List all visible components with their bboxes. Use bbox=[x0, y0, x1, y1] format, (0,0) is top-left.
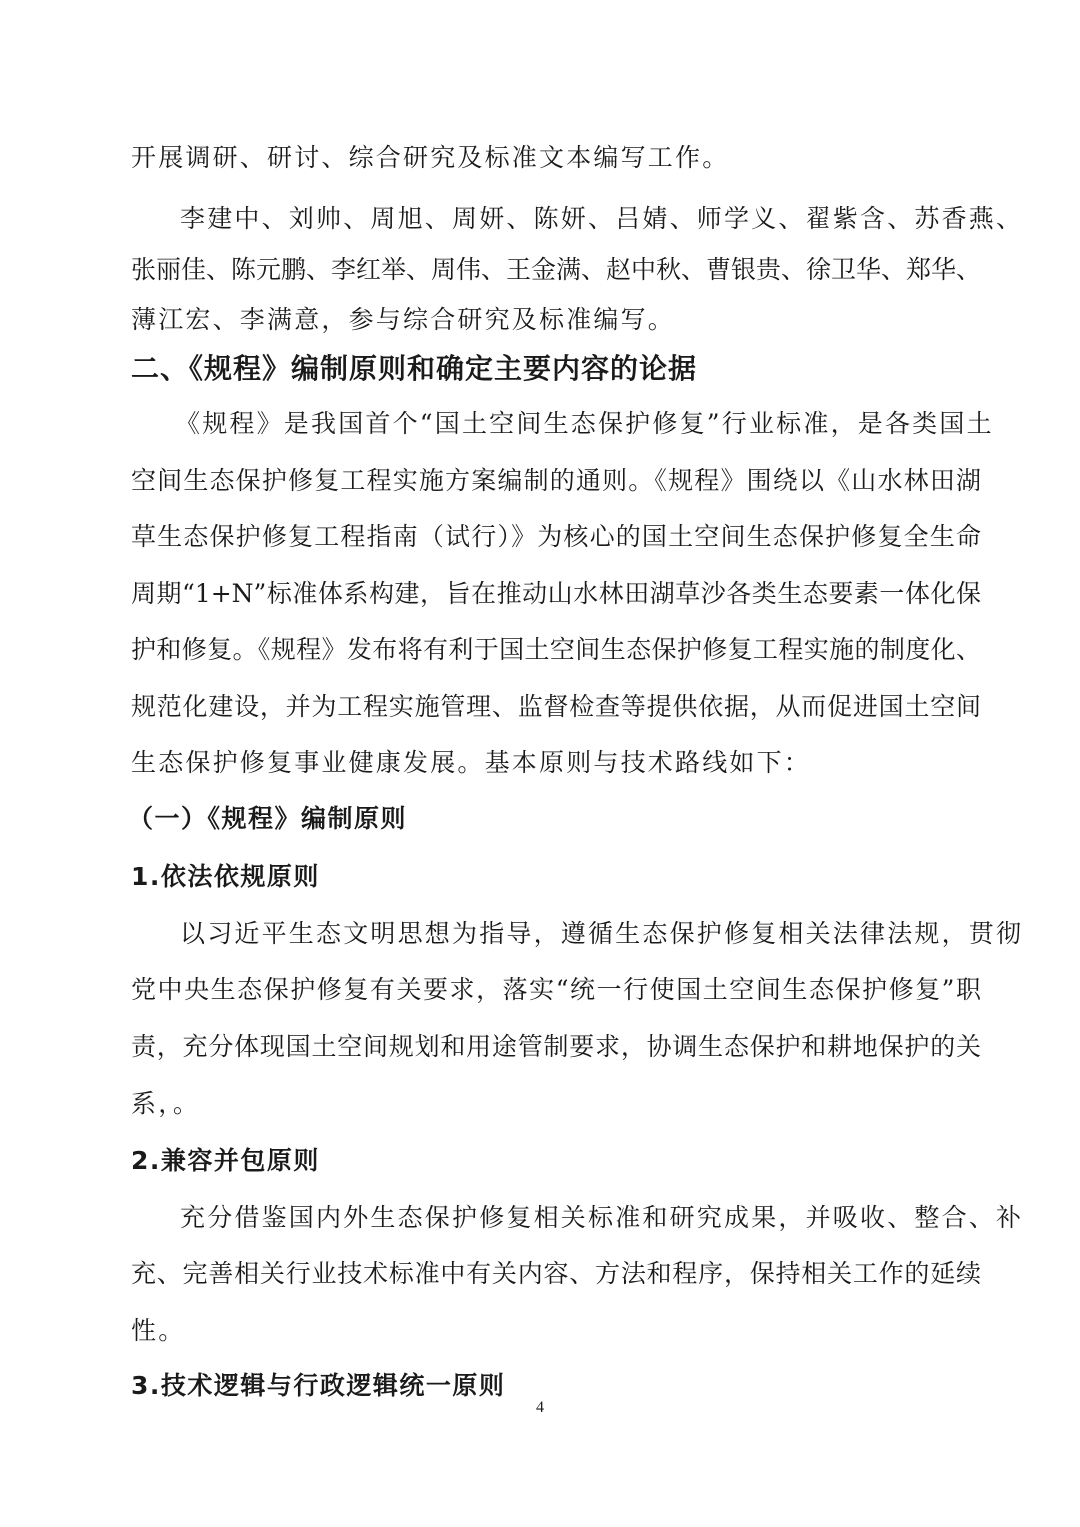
paragraph-line: 责，充分体现国土空间规划和用途管制要求，协调生态保护和耕地保护的关 bbox=[131, 1032, 981, 1061]
paragraph-line: 系，。 bbox=[131, 1089, 201, 1118]
subsection-heading: （一）《规程》编制原则 bbox=[128, 804, 408, 833]
paragraph-line: 李建中、刘帅、周旭、周妍、陈妍、吕婧、师学义、翟紫含、苏香燕、 bbox=[180, 204, 1024, 233]
paragraph-line: 薄江宏、李满意，参与综合研究及标准编写。 bbox=[131, 305, 676, 334]
section-heading: 二、《规程》编制原则和确定主要内容的论据 bbox=[131, 352, 698, 385]
paragraph-line: 草生态保护修复工程指南（试行）》为核心的国土空间生态保护修复全生命 bbox=[131, 522, 981, 551]
principle-title: 3.技术逻辑与行政逻辑统一原则 bbox=[131, 1371, 506, 1400]
paragraph-line: 空间生态保护修复工程实施方案编制的通则。《规程》围绕以《山水林田湖 bbox=[131, 466, 981, 495]
paragraph-line: 《规程》是我国首个“国土空间生态保护修复”行业标准，是各类国土 bbox=[175, 409, 994, 438]
paragraph-line: 护和修复。《规程》发布将有利于国土空间生态保护修复工程实施的制度化、 bbox=[131, 635, 981, 664]
paragraph-line: 以习近平生态文明思想为指导，遵循生态保护修复相关法律法规，贯彻 bbox=[180, 919, 1024, 948]
paragraph-line: 性。 bbox=[131, 1316, 186, 1345]
paragraph-line: 开展调研、研讨、综合研究及标准文本编写工作。 bbox=[131, 143, 730, 172]
paragraph-line: 充分借鉴国内外生态保护修复相关标准和研究成果，并吸收、整合、补 bbox=[180, 1203, 1024, 1232]
paragraph-line: 规范化建设，并为工程实施管理、监督检查等提供依据，从而促进国土空间 bbox=[131, 692, 981, 721]
principle-title: 1.依法依规原则 bbox=[131, 862, 320, 891]
paragraph-line: 张丽佳、陈元鹏、李红举、周伟、王金满、赵中秋、曹银贵、徐卫华、郑华、 bbox=[131, 255, 982, 284]
page-number: 4 bbox=[536, 1399, 544, 1416]
paragraph-line: 周期“1+N”标准体系构建，旨在推动山水林田湖草沙各类生态要素一体化保 bbox=[131, 579, 981, 608]
paragraph-line: 生态保护修复事业健康发展。基本原则与技术路线如下： bbox=[131, 748, 812, 777]
principle-title: 2.兼容并包原则 bbox=[131, 1146, 320, 1175]
paragraph-line: 充、完善相关行业技术标准中有关内容、方法和程序，保持相关工作的延续 bbox=[131, 1259, 981, 1288]
paragraph-line: 党中央生态保护修复有关要求，落实“统一行使国土空间生态保护修复”职 bbox=[131, 975, 981, 1004]
